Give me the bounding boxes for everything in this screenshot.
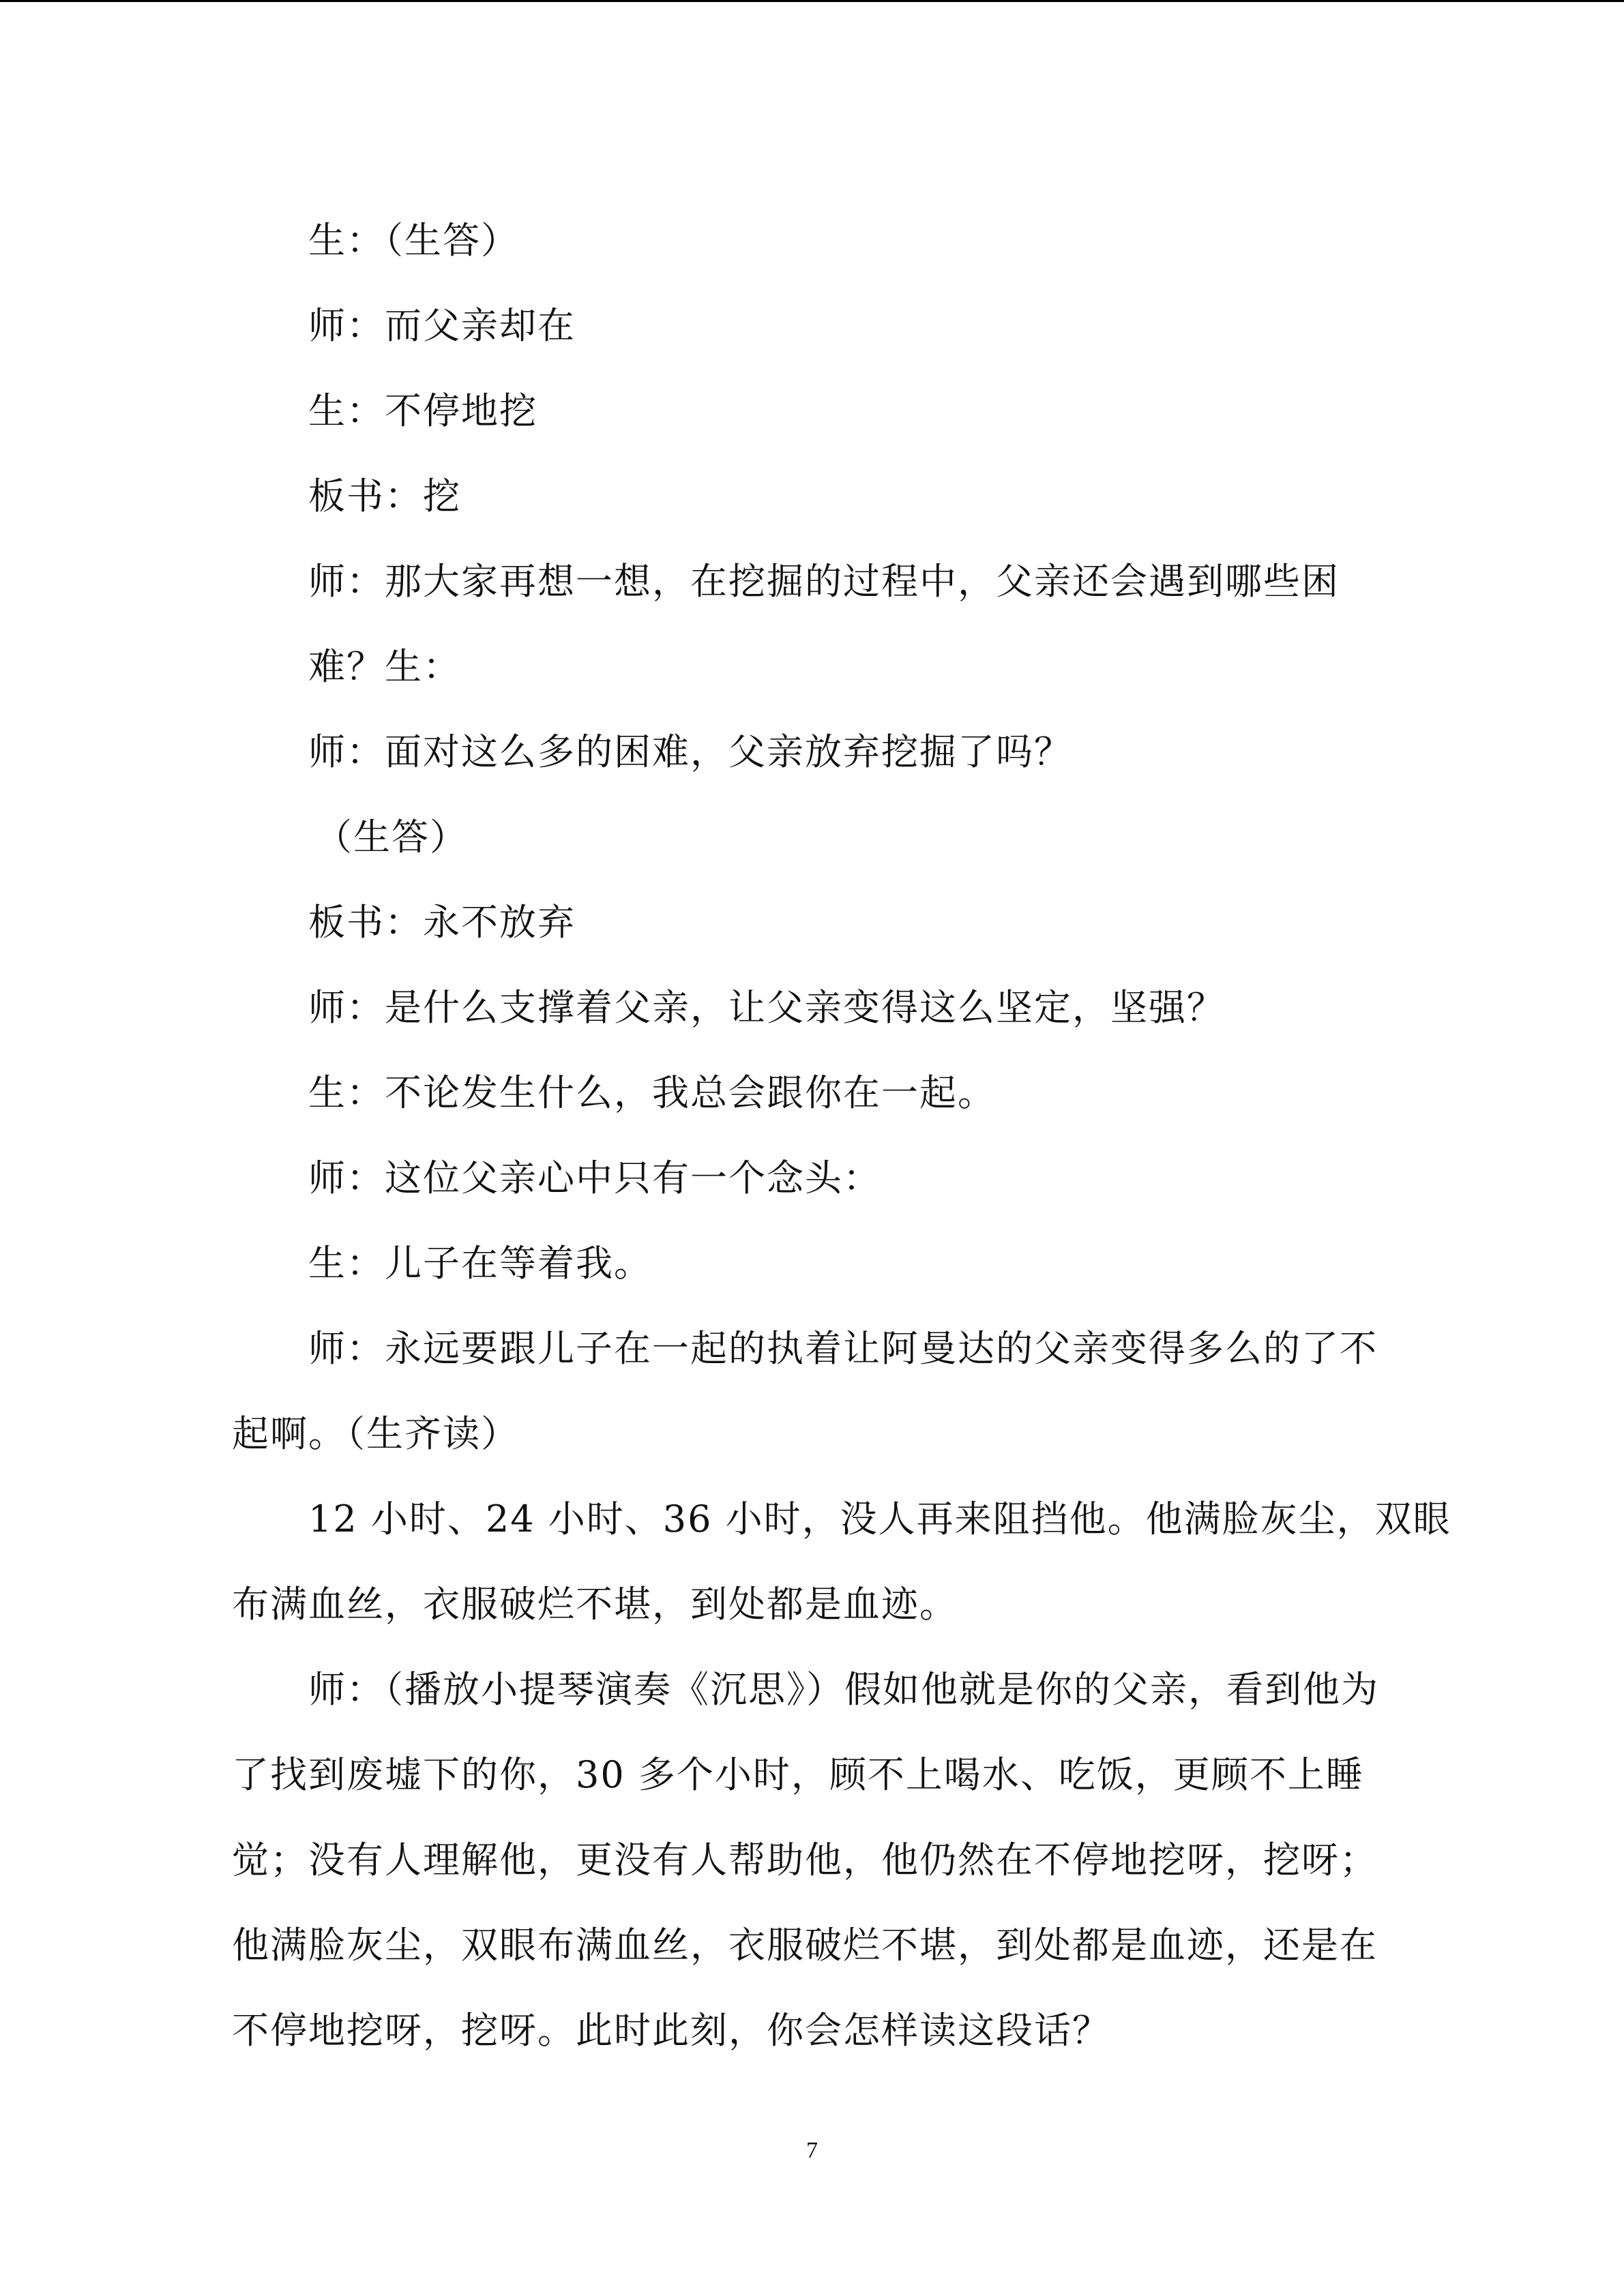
text-line: 生：不论发生什么，我总会跟你在一起。 (308, 1071, 996, 1114)
text-line: 生：儿子在等着我。 (308, 1242, 652, 1285)
text-line: 难？生： (308, 645, 461, 688)
text-line: 觉；没有人理解他，更没有人帮助他，他仍然在不停地挖呀，挖呀； (232, 1838, 1378, 1881)
text-line: （生答） (315, 816, 468, 859)
text-line: 生：不停地挖 (308, 389, 537, 432)
text-line: 生：（生答） (308, 219, 519, 262)
text-line: 师：面对这么多的困难，父亲放弃挖掘了吗？ (308, 730, 1072, 773)
text-line: 12 小时、24 小时、36 小时，没人再来阻挡他。他满脸灰尘，双眼 (308, 1497, 1451, 1540)
text-line: 师：那大家再想一想，在挖掘的过程中，父亲还会遇到哪些困 (308, 560, 1340, 603)
text-line: 师：永远要跟儿子在一起的执着让阿曼达的父亲变得多么的了不 (308, 1327, 1378, 1370)
text-line: 他满脸灰尘，双眼布满血丝，衣服破烂不堪，到处都是血迹，还是在 (232, 1924, 1378, 1967)
text-line: 师：这位父亲心中只有一个念头： (308, 1157, 881, 1199)
text-line: 了找到废墟下的你，30 多个小时，顾不上喝水、吃饭，更顾不上睡 (232, 1753, 1364, 1796)
text-line: 起啊。（生齐读） (232, 1412, 519, 1455)
text-line: 不停地挖呀，挖呀。此时此刻，你会怎样读这段话？ (232, 2009, 1110, 2052)
page-number: 7 (806, 2138, 818, 2163)
text-line: 师：而父亲却在 (308, 304, 576, 347)
text-line: 师：（播放小提琴演奏《沉思》）假如他就是你的父亲，看到他为 (308, 1668, 1379, 1711)
text-line: 板书：永不放弃 (308, 901, 576, 944)
text-line: 布满血丝，衣服破烂不堪，到处都是血迹。 (232, 1583, 958, 1626)
text-line: 师：是什么支撑着父亲，让父亲变得这么坚定，坚强？ (308, 986, 1225, 1029)
text-line: 板书：挖 (308, 475, 461, 518)
